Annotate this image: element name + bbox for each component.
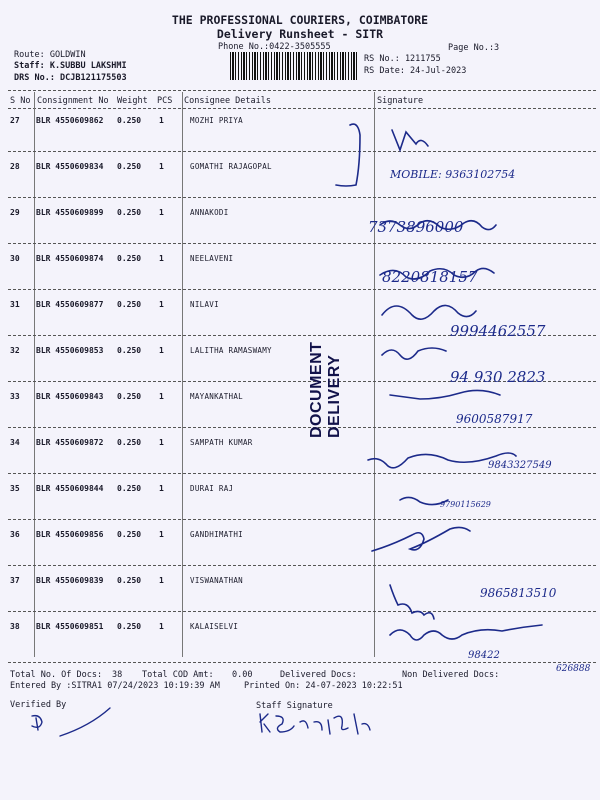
divider — [8, 90, 596, 91]
row-pcs: 1 — [159, 254, 164, 263]
row-pcs: 1 — [159, 208, 164, 217]
row-weight: 0.250 — [117, 576, 142, 585]
row-pcs: 1 — [159, 622, 164, 631]
row-consignee: MAYANKATHAL — [190, 392, 243, 401]
entered-by: Entered By :SITRA1 07/24/2023 10:19:39 AM — [10, 681, 220, 691]
row-weight: 0.250 — [117, 484, 142, 493]
row-consignment-no: BLR 4550609862 — [36, 116, 104, 125]
row-consignment-no: BLR 4550609851 — [36, 622, 104, 631]
rs-number: RS No.: 1211755 — [364, 54, 441, 64]
rs-date: RS Date: 24-Jul-2023 — [364, 66, 467, 76]
company-name: THE PROFESSIONAL COURIERS, COIMBATORE — [171, 13, 429, 27]
handwritten-phone-note: 8220818157 — [382, 268, 478, 286]
footer-signatures — [20, 706, 400, 746]
row-consignee: NEELAVENI — [190, 254, 234, 263]
handwritten-phone-note: 94 930 2823 — [450, 368, 546, 386]
row-consignee: KALAISELVI — [190, 622, 239, 631]
row-consignee: VISWANATHAN — [190, 576, 243, 585]
row-consignment-no: BLR 4550609843 — [36, 392, 104, 401]
row-consignment-no: BLR 4550609839 — [36, 576, 104, 585]
non-delivered-docs-label: Non Delivered Docs: — [402, 670, 500, 680]
column-line — [182, 92, 183, 657]
row-consignee: GANDHIMATHI — [190, 530, 243, 539]
row-weight: 0.250 — [117, 392, 142, 401]
row-consignment-no: BLR 4550609899 — [36, 208, 104, 217]
page-number: Page No.:3 — [448, 43, 500, 53]
row-sno: 35 — [10, 484, 20, 493]
row-consignment-no: BLR 4550609872 — [36, 438, 104, 447]
col-consignment: Consignment No — [37, 96, 109, 106]
handwritten-phone-note: 9790115629 — [440, 500, 491, 509]
phone-number: Phone No.:0422-3505555 — [218, 42, 331, 52]
row-sno: 30 — [10, 254, 20, 263]
row-pcs: 1 — [159, 346, 164, 355]
row-consignee: NILAVI — [190, 300, 219, 309]
row-consignment-no: BLR 4550609874 — [36, 254, 104, 263]
margin-note: 626888 — [556, 664, 591, 674]
col-pcs: PCS — [157, 96, 173, 106]
col-sno: S No — [10, 96, 31, 106]
staff-signature-label: Staff Signature — [256, 701, 333, 711]
row-consignment-no: BLR 4550609877 — [36, 300, 104, 309]
row-pcs: 1 — [159, 162, 164, 171]
column-line — [34, 92, 35, 657]
handwritten-phone-note: 7373896000 — [368, 218, 464, 236]
row-weight: 0.250 — [117, 208, 142, 217]
signature-scribbles — [330, 115, 590, 660]
row-pcs: 1 — [159, 392, 164, 401]
row-consignee: GOMATHI RAJAGOPAL — [190, 162, 272, 171]
row-consignee: MOZHI PRIYA — [190, 116, 243, 125]
row-weight: 0.250 — [117, 622, 142, 631]
printed-on: Printed On: 24-07-2023 10:22:51 — [244, 681, 403, 691]
handwritten-phone-note: 98422 — [468, 650, 500, 661]
row-consignee: ANNAKODI — [190, 208, 229, 217]
row-pcs: 1 — [159, 300, 164, 309]
row-pcs: 1 — [159, 116, 164, 125]
row-consignee: LALITHA RAMASWAMY — [190, 346, 272, 355]
row-sno: 36 — [10, 530, 20, 539]
row-consignment-no: BLR 4550609844 — [36, 484, 104, 493]
row-sno: 31 — [10, 300, 20, 309]
row-sno: 34 — [10, 438, 20, 447]
row-consignment-no: BLR 4550609853 — [36, 346, 104, 355]
row-weight: 0.250 — [117, 116, 142, 125]
divider — [8, 662, 596, 663]
handwritten-phone-note: 9865813510 — [480, 586, 557, 600]
col-consignee: Consignee Details — [184, 96, 271, 106]
total-docs-label: Total No. Of Docs: — [10, 670, 103, 680]
row-sno: 38 — [10, 622, 20, 631]
row-sno: 28 — [10, 162, 20, 171]
delivered-docs-label: Delivered Docs: — [280, 670, 357, 680]
row-sno: 27 — [10, 116, 20, 125]
row-weight: 0.250 — [117, 438, 142, 447]
row-sno: 37 — [10, 576, 20, 585]
row-consignment-no: BLR 4550609834 — [36, 162, 104, 171]
row-consignee: SAMPATH KUMAR — [190, 438, 253, 447]
row-weight: 0.250 — [117, 162, 142, 171]
row-consignee: DURAI RAJ — [190, 484, 234, 493]
row-pcs: 1 — [159, 484, 164, 493]
handwritten-phone-note: 9994462557 — [450, 322, 546, 340]
total-cod-value: 0.00 — [232, 670, 253, 680]
row-weight: 0.250 — [117, 530, 142, 539]
row-sno: 29 — [10, 208, 20, 217]
col-weight: Weight — [117, 96, 148, 106]
row-pcs: 1 — [159, 530, 164, 539]
row-weight: 0.250 — [117, 300, 142, 309]
verified-by-label: Verified By — [10, 700, 67, 710]
total-docs-value: 38 — [112, 670, 123, 680]
row-consignment-no: BLR 4550609856 — [36, 530, 104, 539]
handwritten-phone-note: 9843327549 — [488, 460, 552, 471]
row-pcs: 1 — [159, 576, 164, 585]
row-weight: 0.250 — [117, 346, 142, 355]
row-weight: 0.250 — [117, 254, 142, 263]
barcode — [230, 52, 357, 80]
row-pcs: 1 — [159, 438, 164, 447]
staff: Staff: K.SUBBU LAKSHMI — [14, 61, 127, 71]
runsheet-title: Delivery Runsheet - SITR — [216, 27, 384, 41]
document-delivery-stamp: DOCUMENT DELIVERY — [308, 341, 343, 438]
drs-number: DRS No.: DCJB121175503 — [14, 73, 127, 83]
row-sno: 33 — [10, 392, 20, 401]
handwritten-phone-note: MOBILE: 9363102754 — [390, 168, 516, 181]
handwritten-phone-note: 9600587917 — [456, 412, 533, 426]
total-cod-label: Total COD Amt: — [142, 670, 214, 680]
row-sno: 32 — [10, 346, 20, 355]
col-signature: Signature — [377, 96, 424, 106]
divider — [8, 108, 596, 109]
route: Route: GOLDWIN — [14, 50, 86, 60]
